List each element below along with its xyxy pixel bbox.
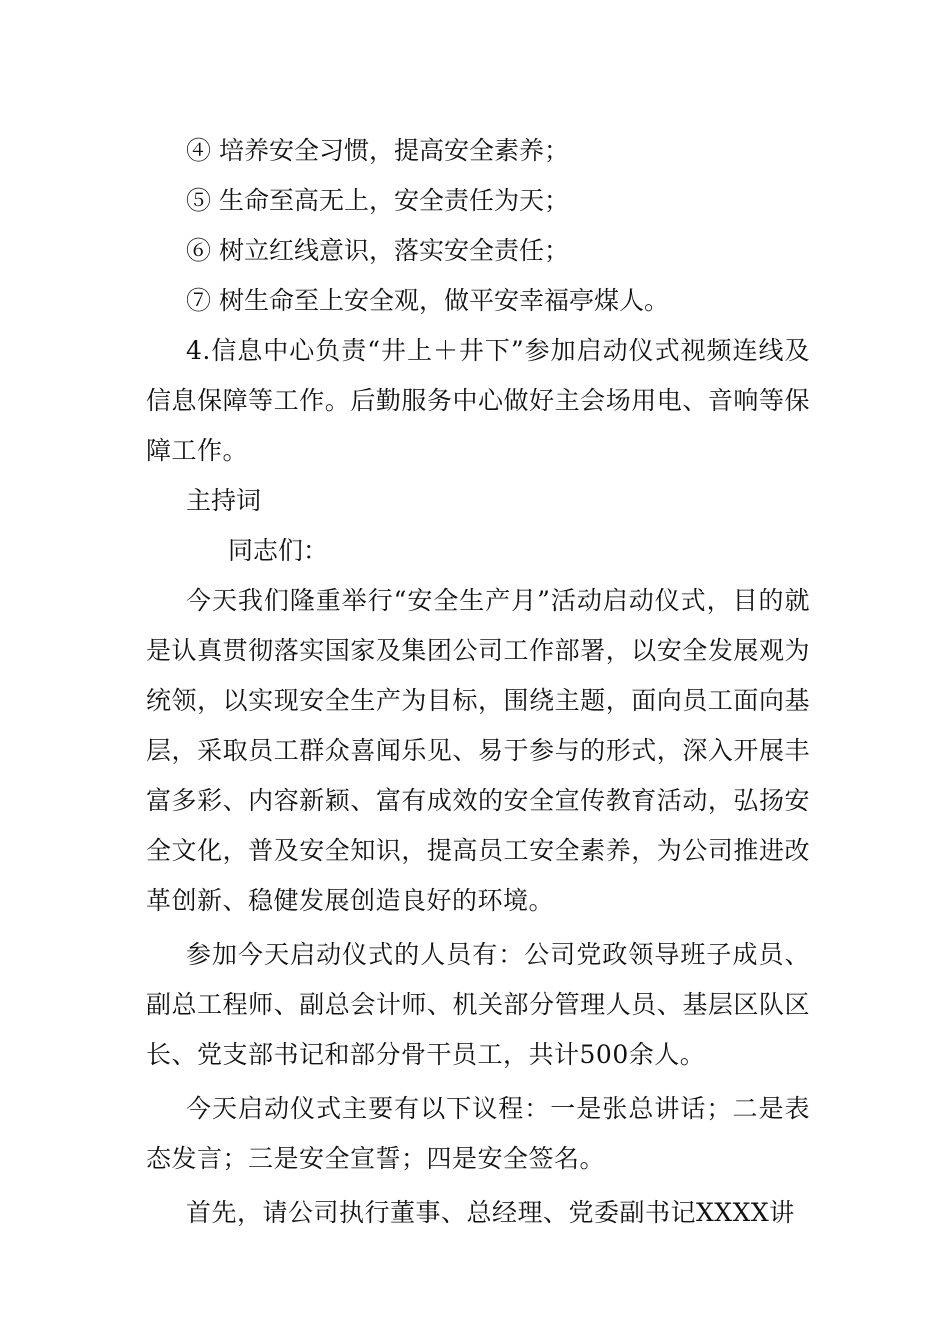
speech-paragraph: 首先，请公司执行董事、总经理、党委副书记XXXX讲 (186, 1198, 795, 1227)
speech-paragraph: 今天启动仪式主要有以下议程：一是张总讲话；二是表态发言；三是安全宣誓；四是安全签名。 (146, 1094, 810, 1173)
salutation: 同志们： (228, 536, 329, 565)
slogan-item-7: ⑦ 树生命至上安全观，做平安幸福亭煤人。 (186, 286, 669, 315)
slogan-item-6: ⑥ 树立红线意识，落实安全责任； (186, 236, 569, 265)
section-heading: 主持词 (186, 486, 262, 515)
slogan-item-5: ⑤ 生命至高无上，安全责任为天； (186, 186, 569, 215)
document-body (146, 126, 810, 1238)
task-item-4: 4.信息中心负责“井上＋井下”参加启动仪式视频连线及信息保障等工作。后勤服务中心做好主会场用电、音响等保障工作。 (146, 336, 810, 465)
speech-paragraph: 今天我们隆重举行“安全生产月”活动启动仪式，目的就是认真贯彻落实国家及集团公司工作部署，以安全发展观为统领，以实现安全生产为目标，围绕主题，面向员工面向基层，采取员工群众喜闻乐见、易于参与的形式，深入开展丰富多彩、内容新颖、富有成效的安全宣传教育活动，弘扬安全文化，普及安全知识，提高员工安全素养，为公司推进改革创新、稳健发展创造良好的环境。 (146, 586, 810, 915)
speech-paragraph: 参加今天启动仪式的人员有：公司党政领导班子成员、副总工程师、副总会计师、机关部分管理人员、基层区队区长、党支部书记和部分骨干员工，共计500余人。 (146, 940, 810, 1069)
slogan-item-4: ④ 培养安全习惯，提高安全素养； (186, 136, 569, 165)
